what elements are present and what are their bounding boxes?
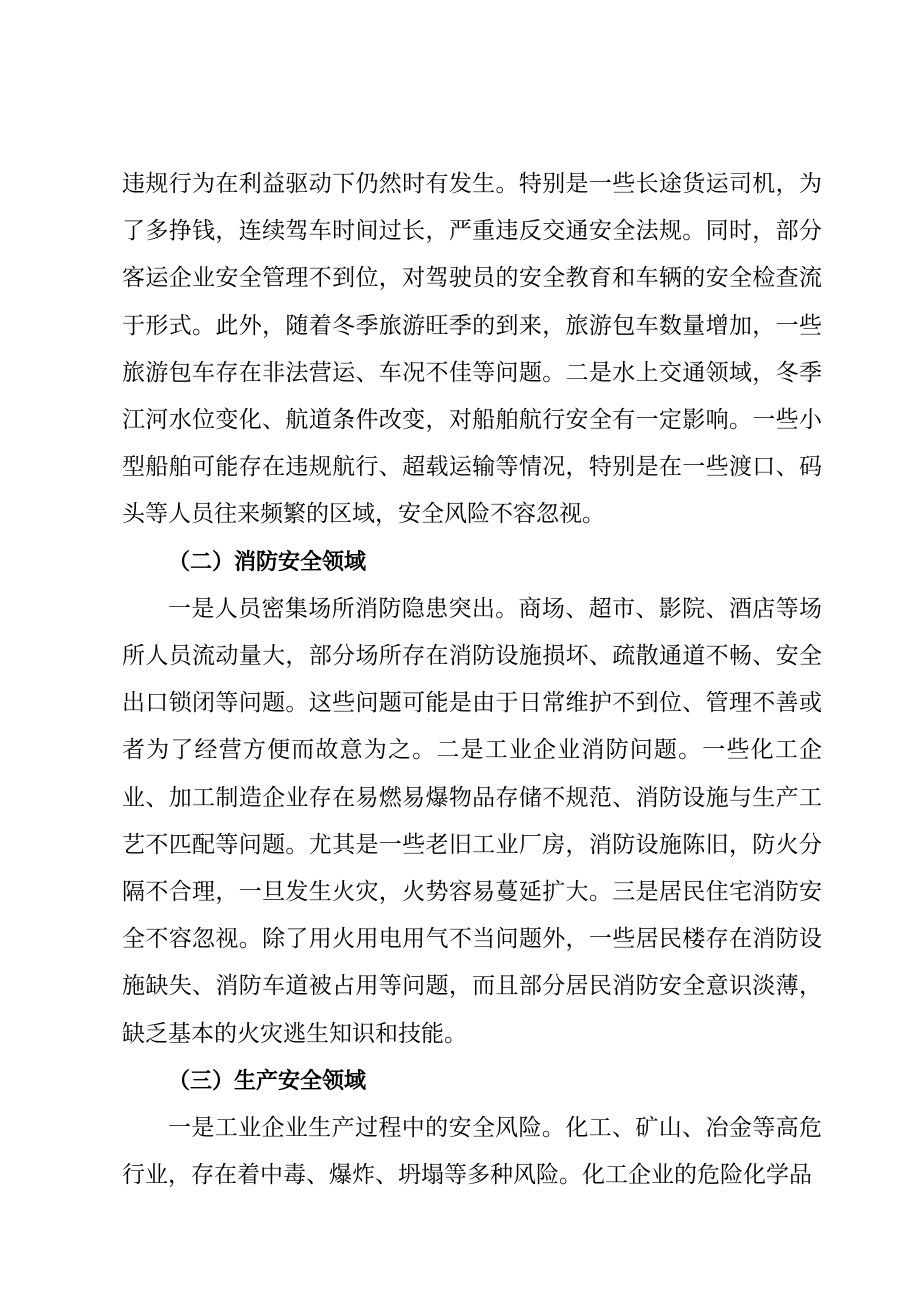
paragraph-production-safety: 一是工业企业生产过程中的安全风险。化工、矿山、冶金等高危行业，存在着中毒、爆炸、坍塌等多种风险。化工企业的危险化学品 [122,1115,822,1189]
paragraph-traffic-safety: 违规行为在利益驱动下仍然时有发生。特别是一些长途货运司机，为了多挣钱，连续驾车时间过长，严重违反交通安全法规。同时，部分客运企业安全管理不到位，对驾驶员的安全教育和车辆的安全检查流于形式。此外，随着冬季旅游旺季的到来，旅游包车数量增加，一些旅游包车存在非法营运、车况不佳等问题。二是水上交通领域，冬季江河水位变化、航道条件改变，对船舶航行安全有一定影响。一些小型船舶可能存在违规航行、超载运输等情况，特别是在一些渡口、码头等人员往来频繁的区域，安全风险不容忽视。 [122,171,822,528]
section-heading-fire-safety: （二）消防安全领域 [168,549,367,575]
section-heading-production-safety: （三）生产安全领域 [168,1068,367,1094]
document-body [122,161,822,1199]
paragraph-fire-safety: 一是人员密集场所消防隐患突出。商场、超市、影院、酒店等场所人员流动量大，部分场所存在消防设施损坏、疏散通道不畅、安全出口锁闭等问题。这些问题可能是由于日常维护不到位、管理不善或者为了经营方便而故意为之。二是工业企业消防问题。一些化工企业、加工制造企业存在易燃易爆物品存储不规范、消防设施与生产工艺不匹配等问题。尤其是一些老旧工业厂房，消防设施陈旧，防火分隔不合理，一旦发生火灾，火势容易蔓延扩大。三是居民住宅消防安全不容忽视。除了用火用电用气不当问题外，一些居民楼存在消防设施缺失、消防车道被占用等问题，而且部分居民消防安全意识淡薄，缺乏基本的火灾逃生知识和技能。 [122,595,822,1047]
